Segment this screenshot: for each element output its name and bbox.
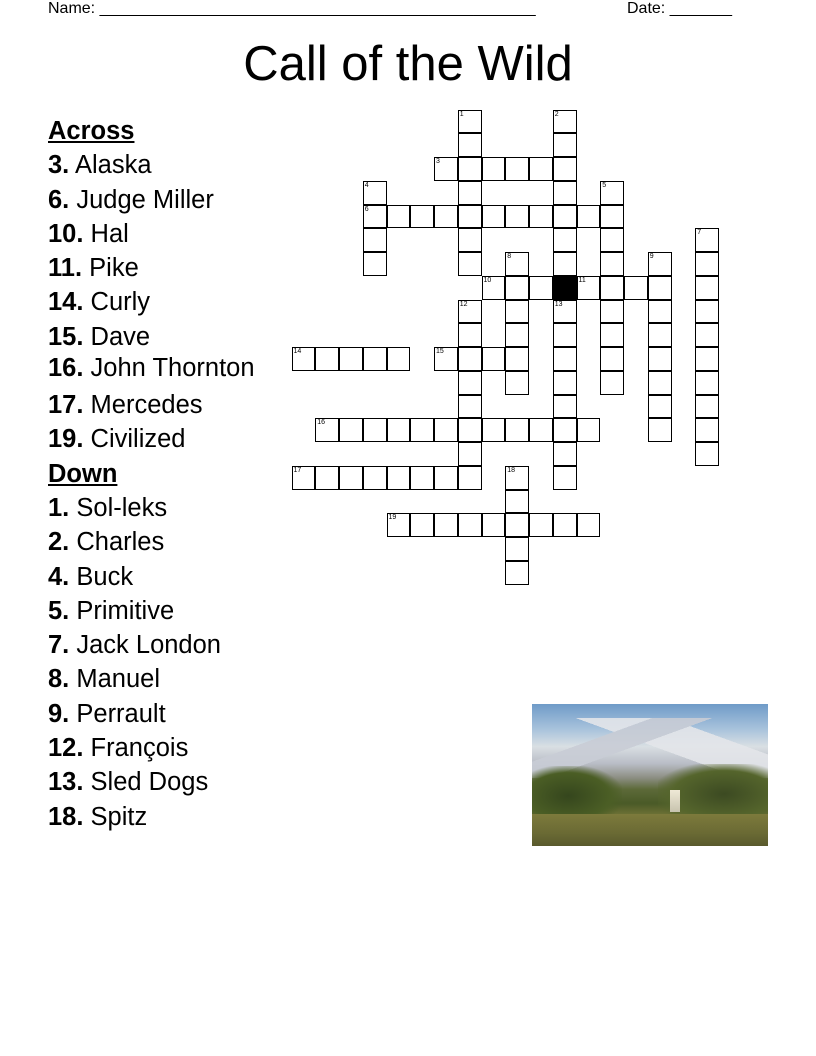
cell-number: 12	[459, 300, 468, 308]
grid-cell[interactable]	[553, 110, 577, 134]
grid-cell[interactable]	[553, 157, 577, 181]
grid-cell[interactable]	[410, 513, 434, 537]
name-blank-line[interactable]: _________________________________________________	[99, 0, 536, 17]
clue-across-17: 17. Mercedes	[48, 391, 203, 420]
clue-down-4: 4. Buck	[48, 562, 134, 591]
grid-cell[interactable]	[458, 371, 482, 395]
grid-cell[interactable]	[505, 537, 529, 561]
grid-cell[interactable]	[458, 442, 482, 466]
grid-cell[interactable]	[600, 252, 624, 276]
grid-cell[interactable]	[458, 466, 482, 490]
grid-cell[interactable]	[482, 157, 506, 181]
landscape-painting	[532, 704, 768, 846]
grid-cell[interactable]	[339, 418, 363, 442]
cell-number: 5	[602, 181, 607, 189]
grid-cell[interactable]	[529, 418, 553, 442]
cell-number: 18	[507, 466, 516, 474]
grid-cell[interactable]	[292, 466, 316, 490]
meadow-shape	[532, 814, 768, 846]
grid-cell[interactable]	[695, 323, 719, 347]
date-label: Date:	[627, 0, 666, 17]
grid-cell[interactable]	[292, 347, 316, 371]
grid-cell[interactable]	[529, 276, 553, 300]
grid-cell[interactable]	[505, 371, 529, 395]
clue-down-9: 9. Perrault	[48, 699, 166, 728]
grid-cell[interactable]	[553, 252, 577, 276]
cell-number: 13	[554, 300, 563, 308]
cell-number: 6	[364, 205, 369, 213]
date-blank-line[interactable]: _______	[669, 0, 732, 17]
grid-cell[interactable]	[458, 513, 482, 537]
grid-cell[interactable]	[648, 371, 672, 395]
grid-cell[interactable]	[505, 466, 529, 490]
date-field[interactable]	[627, 0, 732, 18]
grid-cell[interactable]	[387, 418, 411, 442]
grid-cell[interactable]	[410, 205, 434, 229]
grid-cell[interactable]	[387, 205, 411, 229]
name-label: Name:	[48, 0, 96, 17]
grid-cell[interactable]	[600, 371, 624, 395]
cell-number: 4	[364, 181, 369, 189]
grid-cell[interactable]	[505, 490, 529, 514]
grid-cell[interactable]	[410, 466, 434, 490]
grid-cell[interactable]	[458, 110, 482, 134]
grid-cell[interactable]	[600, 347, 624, 371]
grid-cell[interactable]	[363, 205, 387, 229]
grid-cell[interactable]	[553, 442, 577, 466]
grid-cell[interactable]	[695, 300, 719, 324]
grid-cell[interactable]	[458, 347, 482, 371]
grid-cell[interactable]	[600, 228, 624, 252]
grid-cell[interactable]	[363, 252, 387, 276]
grid-cell[interactable]	[482, 276, 506, 300]
grid-cell[interactable]	[363, 466, 387, 490]
grid-cell[interactable]	[458, 228, 482, 252]
grid-cell[interactable]	[458, 205, 482, 229]
grid-cell[interactable]	[458, 300, 482, 324]
down-heading: Down	[48, 459, 118, 488]
grid-cell[interactable]	[553, 466, 577, 490]
grid-cell[interactable]	[387, 347, 411, 371]
grid-cell[interactable]	[695, 371, 719, 395]
cell-number: 8	[507, 253, 512, 260]
grid-cell[interactable]	[529, 157, 553, 181]
grid-cell[interactable]	[505, 157, 529, 181]
clue-across-15: 15. Dave	[48, 322, 151, 351]
grid-cell[interactable]	[553, 418, 577, 442]
cell-number: 17	[293, 466, 302, 474]
grid-cell[interactable]	[458, 157, 482, 181]
clue-across-11: 11. Pike	[48, 254, 139, 283]
grid-cell[interactable]	[505, 252, 529, 276]
grid-cell[interactable]	[505, 347, 529, 371]
grid-cell[interactable]	[600, 323, 624, 347]
clue-across-14: 14. Curly	[48, 288, 151, 317]
grid-cell[interactable]	[553, 133, 577, 157]
clue-down-13: 13. Sled Dogs	[48, 768, 209, 797]
grid-cell[interactable]	[529, 513, 553, 537]
grid-cell[interactable]	[482, 418, 506, 442]
grid-cell[interactable]	[363, 228, 387, 252]
grid-cell[interactable]	[505, 561, 529, 585]
grid-cell[interactable]	[482, 513, 506, 537]
grid-cell[interactable]	[387, 513, 411, 537]
grid-cell[interactable]	[339, 466, 363, 490]
grid-cell[interactable]	[600, 205, 624, 229]
grid-cell[interactable]	[695, 442, 719, 466]
clue-across-19: 19. Civilized	[48, 425, 186, 454]
grid-cell[interactable]	[553, 181, 577, 205]
grid-cell[interactable]	[648, 252, 672, 276]
waterfall-shape	[670, 790, 680, 812]
grid-cell[interactable]	[648, 276, 672, 300]
cell-number: 7	[697, 229, 702, 237]
grid-cell[interactable]	[339, 347, 363, 371]
grid-cell[interactable]	[434, 205, 458, 229]
clue-down-7: 7. Jack London	[48, 631, 221, 660]
grid-cell[interactable]	[577, 513, 601, 537]
cell-number: 2	[554, 110, 559, 118]
grid-cell[interactable]	[648, 418, 672, 442]
grid-cell[interactable]	[434, 347, 458, 371]
clue-list	[48, 114, 278, 834]
grid-cell[interactable]	[648, 395, 672, 419]
grid-cell[interactable]	[505, 205, 529, 229]
cell-number: 16	[317, 419, 326, 427]
grid-cell[interactable]	[458, 133, 482, 157]
grid-block	[553, 276, 577, 300]
grid-cell[interactable]	[505, 513, 529, 537]
cell-number: 14	[293, 348, 302, 355]
cell-number: 19	[388, 514, 397, 522]
grid-cell[interactable]	[624, 276, 648, 300]
grid-cell[interactable]	[387, 466, 411, 490]
clue-across-3: 3. Alaska	[48, 151, 152, 180]
grid-cell[interactable]	[315, 418, 339, 442]
grid-cell[interactable]	[577, 205, 601, 229]
grid-cell[interactable]	[458, 181, 482, 205]
grid-cell[interactable]	[553, 347, 577, 371]
clue-down-1: 1. Sol-leks	[48, 493, 168, 522]
grid-cell[interactable]	[482, 205, 506, 229]
clue-down-18: 18. Spitz	[48, 802, 148, 831]
grid-cell[interactable]	[505, 300, 529, 324]
grid-cell[interactable]	[553, 371, 577, 395]
grid-cell[interactable]	[695, 347, 719, 371]
grid-cell[interactable]	[648, 300, 672, 324]
grid-cell[interactable]	[482, 347, 506, 371]
grid-cell[interactable]	[458, 252, 482, 276]
grid-cell[interactable]	[600, 300, 624, 324]
clue-across-10: 10. Hal	[48, 219, 129, 248]
grid-cell[interactable]	[458, 418, 482, 442]
clue-across-16: 16. John Thornton	[48, 354, 255, 383]
clue-down-12: 12. François	[48, 734, 189, 763]
grid-cell[interactable]	[577, 418, 601, 442]
grid-cell[interactable]	[434, 466, 458, 490]
grid-cell[interactable]	[577, 276, 601, 300]
clue-across-6: 6. Judge Miller	[48, 185, 214, 214]
grid-cell[interactable]	[553, 228, 577, 252]
grid-cell[interactable]	[458, 323, 482, 347]
grid-cell[interactable]	[695, 395, 719, 419]
name-field[interactable]	[48, 0, 536, 18]
grid-cell[interactable]	[315, 466, 339, 490]
grid-cell[interactable]	[695, 252, 719, 276]
cell-number: 10	[483, 276, 492, 284]
grid-cell[interactable]	[695, 418, 719, 442]
grid-cell[interactable]	[695, 276, 719, 300]
grid-cell[interactable]	[695, 228, 719, 252]
grid-cell[interactable]	[434, 157, 458, 181]
grid-cell[interactable]	[410, 418, 434, 442]
grid-cell[interactable]	[648, 347, 672, 371]
cell-number: 9	[649, 253, 654, 260]
grid-cell[interactable]	[553, 205, 577, 229]
grid-cell[interactable]	[553, 300, 577, 324]
cell-number: 11	[578, 276, 586, 284]
clue-down-5: 5. Primitive	[48, 596, 175, 625]
clue-down-8: 8. Manuel	[48, 665, 161, 694]
grid-cell[interactable]	[434, 418, 458, 442]
grid-cell[interactable]	[600, 276, 624, 300]
grid-cell[interactable]	[458, 395, 482, 419]
grid-cell[interactable]	[363, 181, 387, 205]
grid-cell[interactable]	[648, 323, 672, 347]
page-title: Call of the Wild	[243, 37, 573, 91]
grid-cell[interactable]	[505, 276, 529, 300]
grid-cell[interactable]	[505, 323, 529, 347]
across-heading: Across	[48, 117, 135, 145]
cell-number: 15	[436, 348, 444, 355]
grid-cell[interactable]	[600, 181, 624, 205]
cell-number: 3	[436, 158, 440, 165]
grid-cell[interactable]	[553, 395, 577, 419]
grid-cell[interactable]	[553, 323, 577, 347]
grid-cell[interactable]	[553, 513, 577, 537]
grid-cell[interactable]	[363, 347, 387, 371]
grid-cell[interactable]	[315, 347, 339, 371]
cell-number: 1	[459, 110, 464, 118]
grid-cell[interactable]	[529, 205, 553, 229]
clue-down-2: 2. Charles	[48, 528, 165, 557]
grid-cell[interactable]	[363, 418, 387, 442]
grid-cell[interactable]	[434, 513, 458, 537]
grid-cell[interactable]	[505, 418, 529, 442]
